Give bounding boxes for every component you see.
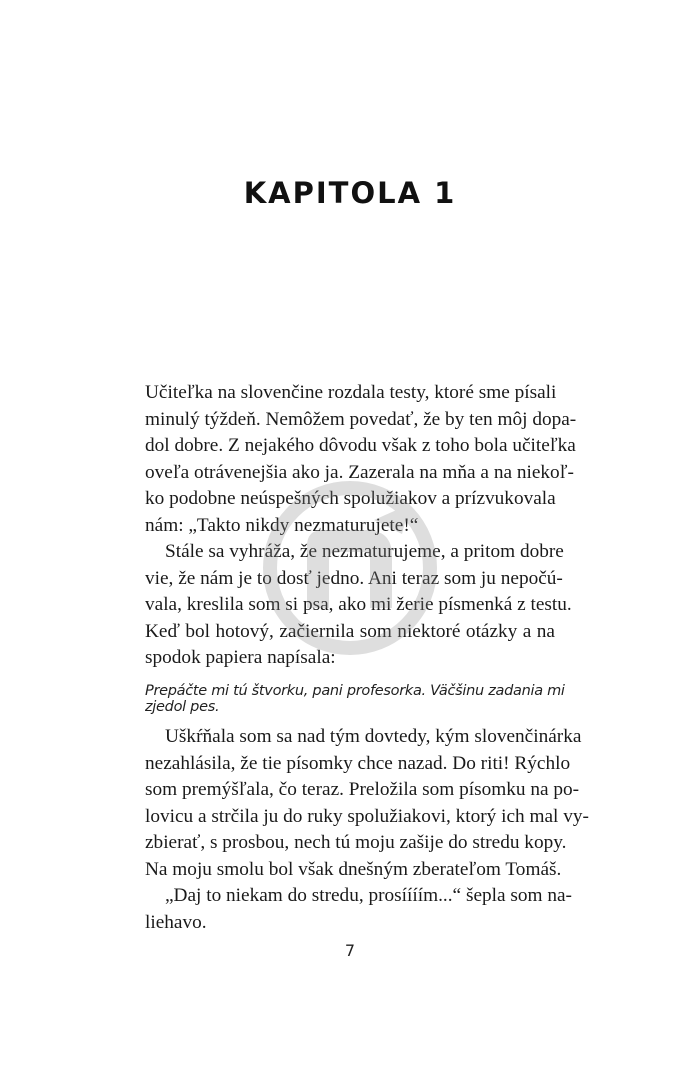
paragraph-1 bbox=[145, 380, 577, 539]
page-number: 7 bbox=[344, 941, 356, 960]
paragraph-line: Stále sa vyhráža, že nezmaturujeme, a pritom dobre bbox=[165, 541, 564, 562]
paragraph-line: vala, kreslila som si psa, ako mi žerie písmenká z testu. bbox=[145, 594, 572, 615]
paragraph-line: lovicu a strčila ju do ruky spolužiakovi, ktorý ich mal vy- bbox=[145, 805, 589, 827]
paragraph-line: Keď bol hotový, začiernila som niektoré otázky a na bbox=[145, 620, 555, 642]
paragraph-line: Na moju smolu bol však dnešným zberateľom Tomáš. bbox=[145, 858, 562, 880]
paragraph-4 bbox=[145, 883, 572, 936]
paragraph-line: Učiteľka na slovenčine rozdala testy, ktoré sme písali bbox=[145, 382, 557, 403]
paragraph-line: nezahlásila, že tie písomky chce nazad. Do riti! Rýchlo bbox=[145, 752, 571, 774]
chapter-title: KAPITOLA 1 bbox=[243, 176, 457, 210]
paragraph-line: minulý týždeň. Nemôžem povedať, že by ten môj dopa- bbox=[145, 408, 577, 430]
paragraph-line: ko podobne neúspešných spolužiakov a prízvukovala bbox=[145, 488, 556, 509]
paragraph-line: Uškŕňala som sa nad tým dovtedy, kým slovenčinárka bbox=[165, 726, 582, 747]
paragraph-line: oveľa otrávenejšia ako ja. Zazerala na mňa a na niekoľ- bbox=[145, 461, 574, 483]
paragraph-line: liehavo. bbox=[145, 911, 207, 933]
paragraph-line: zbierať, s prosbou, nech tú moju zašije do stredu kopy. bbox=[145, 832, 567, 853]
paragraph-line: som premýšľala, čo teraz. Preložila som písomku na po- bbox=[145, 779, 580, 800]
handwritten-note-text: Prepáčte mi tú štvorku, pani profesorka. Väčšinu zadania mi zjedol pes. bbox=[145, 683, 565, 715]
paragraph-3 bbox=[145, 724, 589, 883]
paragraph-line: vie, že nám je to dosť jedno. Ani teraz som ju nepočú- bbox=[145, 567, 563, 589]
paragraph-line: nám: „Takto nikdy nezmaturujete!“ bbox=[145, 514, 419, 536]
text-block-lower bbox=[145, 724, 589, 936]
paragraph-line: „Daj to niekam do stredu, prosíííím...“ šepla som na- bbox=[165, 885, 572, 906]
text-block-upper bbox=[145, 380, 577, 672]
paragraph-2 bbox=[145, 539, 572, 672]
paragraph-line: dol dobre. Z nejakého dôvodu však z toho bola učiteľka bbox=[145, 435, 576, 456]
paragraph-line: spodok papiera napísala: bbox=[145, 647, 336, 668]
